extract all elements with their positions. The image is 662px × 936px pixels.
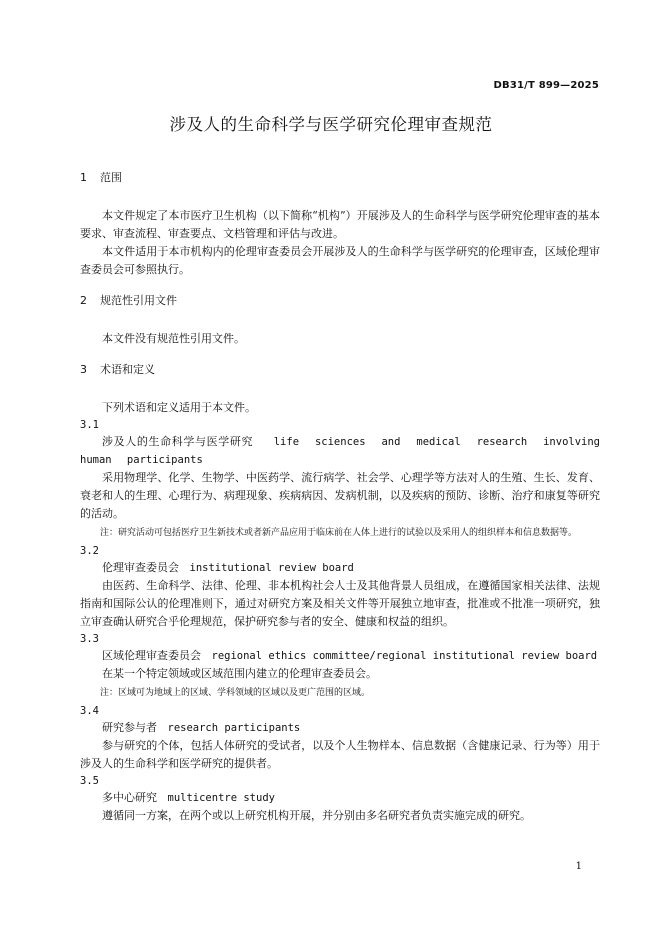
term-number: 3.2 [80, 545, 99, 557]
term-heading [80, 433, 600, 469]
paragraph: 本文件没有规范性引用文件。 [102, 332, 245, 345]
term-definition: 采用物理学、化学、生物学、中医药学、流行病学、社会学、心理学等方法对人的生殖、生长、发育、衰老和人的生理、心理行为、病理现象、疾病病因、发病机制，以及疾病的预防、诊断、治疗和康复等研究的活动。 [80, 471, 600, 520]
term-english: institutional review board [189, 562, 354, 574]
note [80, 525, 600, 541]
term-heading [80, 559, 600, 577]
document-code: DB31/T 899—2025 [493, 80, 599, 91]
term-chinese: 区域伦理审查委员会 [102, 649, 201, 662]
note-label: 注： [100, 688, 119, 698]
page-number: 1 [575, 861, 582, 872]
section-heading-3 [80, 362, 600, 378]
note [80, 685, 600, 701]
term-heading [80, 719, 600, 737]
paragraph: 本文件规定了本市医疗卫生机构（以下简称“机构”）开展涉及人的生命科学与医学研究伦理审查的基本要求、审查流程、审查要点、文档管理和评估与改进。 [80, 209, 600, 240]
section-title: 范围 [100, 171, 122, 184]
term-heading [80, 647, 600, 665]
section-number: 1 [80, 171, 87, 184]
term-number: 3.5 [80, 775, 99, 787]
document-body [80, 170, 600, 825]
term-english: research participants [167, 722, 301, 734]
note-text: 区域可为地域上的区域、学科领域的区域以及更广范围的区域。 [118, 688, 371, 698]
term-chinese: 研究参与者 [102, 721, 157, 734]
term-definition: 由医药、生命科学、法律、伦理、非本机构社会人士及其他背景人员组成，在遵循国家相关法律、法规指南和国际公认的伦理准则下，通过对研究方案及相关文件等开展独立地审查，批准或不批准一项研究，独立审查确认研究合乎伦理规范，保护研究参与者的安全、健康和权益的组织。 [80, 579, 600, 628]
section-number: 3 [80, 363, 87, 376]
term-chinese: 多中心研究 [102, 791, 157, 804]
term-number: 3.4 [80, 705, 99, 717]
term-chinese: 涉及人的生命科学与医学研究 [102, 435, 254, 448]
term-number: 3.3 [80, 633, 99, 645]
note-text: 研究活动可包括医疗卫生新技术或者新产品应用于临床前在人体上进行的试验以及采用人的组织样本和信息数据等。 [118, 528, 578, 538]
term-definition: 参与研究的个体，包括人体研究的受试者，以及个人生物样本、信息数据（含健康记录、行为等）用于涉及人的生命科学和医学研究的提供者。 [80, 739, 600, 770]
term-chinese: 伦理审查委员会 [102, 561, 179, 574]
term-definition: 在某一个特定领域或区域范围内建立的伦理审查委员会。 [102, 667, 377, 680]
paragraph: 下列术语和定义适用于本文件。 [102, 401, 256, 414]
section-title: 规范性引用文件 [100, 294, 177, 307]
section-heading-2 [80, 293, 600, 309]
document-title: 涉及人的生命科学与医学研究伦理审查规范 [169, 115, 493, 134]
note-label: 注： [100, 528, 119, 538]
paragraph: 本文件适用于本市机构内的伦理审查委员会开展涉及人的生命科学与医学研究的伦理审查，区域伦理审查委员会可参照执行。 [80, 245, 600, 276]
term-english: multicentre study [167, 792, 275, 804]
term-english: regional ethics committee/regional institutional review board [211, 650, 598, 662]
term-definition: 遵循同一方案，在两个或以上研究机构开展，并分别由多名研究者负责实施完成的研究。 [102, 809, 531, 822]
term-number: 3.1 [80, 419, 99, 431]
term-heading [80, 789, 600, 807]
term-english: life sciences and medical research involving human participants [80, 436, 601, 466]
section-title: 术语和定义 [100, 363, 155, 376]
section-heading-1 [80, 170, 600, 186]
section-number: 2 [80, 294, 87, 307]
